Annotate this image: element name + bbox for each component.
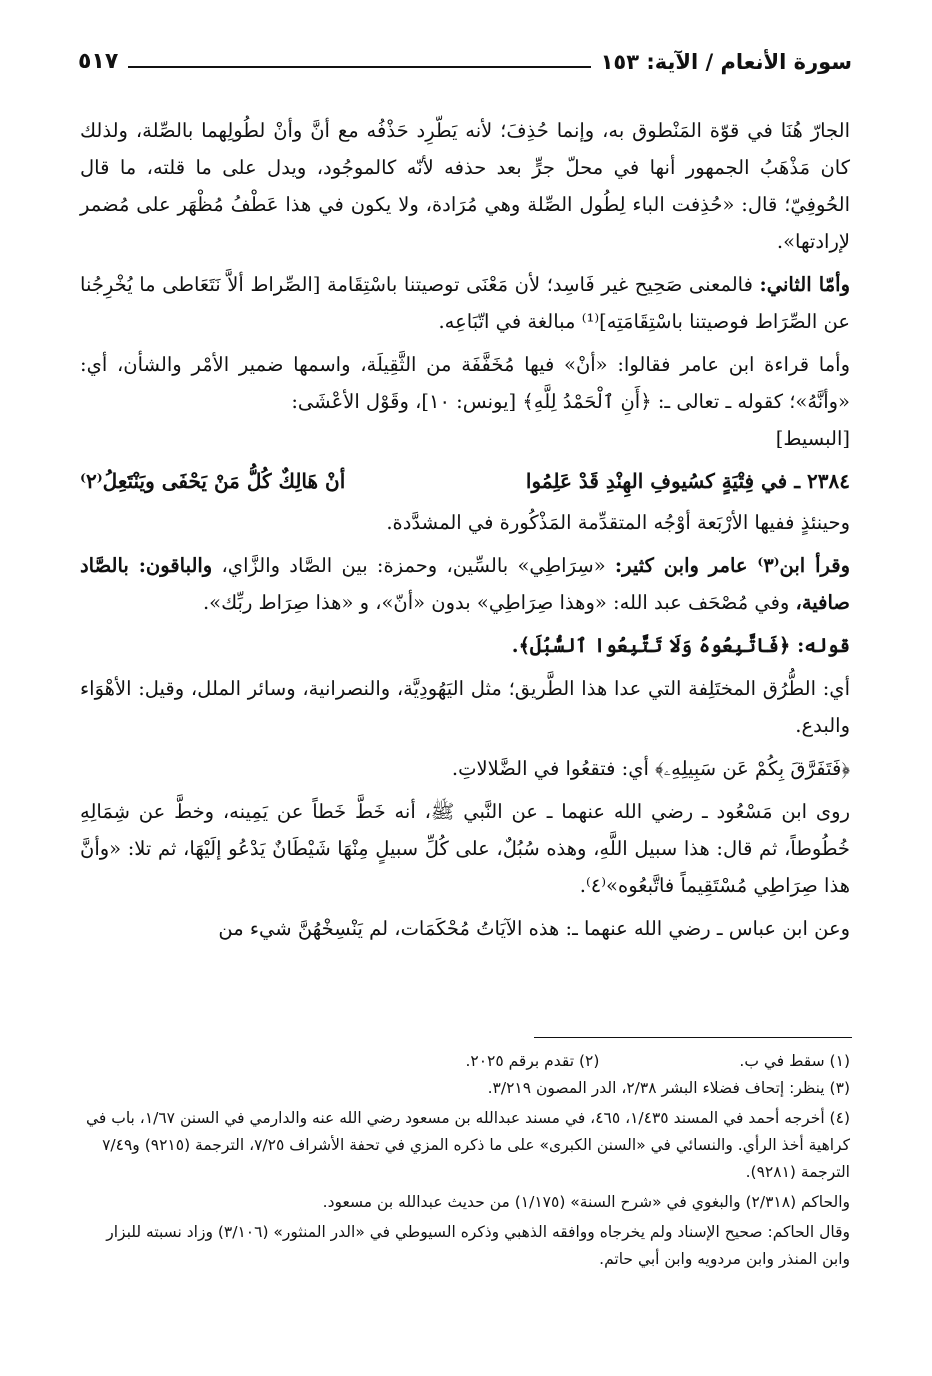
- footnote-4-continued-2: وقال الحاكم: صحيح الإسناد ولم يخرجاه ووافقه الذهبي وذكره السيوطي في «الدر المنثور» (٣/١٠٦) وزاد نسبته للبزار وابن المنذر وابن مردويه وابن أبي حاتم.: [106, 1223, 850, 1268]
- paragraph-5: [80, 547, 850, 621]
- footnote-separator: [534, 1037, 852, 1038]
- footnote-2: (٢) تقدم برقم ٢٠٢٥.: [465, 1052, 600, 1070]
- paragraph-8: ﴿فَتَفَرَّقَ بِكُمْ عَن سَبِيلِهِۦ﴾ أي: فتقعُوا في الضَّلالاتِ.: [451, 757, 850, 780]
- paragraph-5-lead: وقرأ ابن⁽٣⁾ عامر وابن كثير:: [614, 554, 850, 577]
- footnote-row-1: [82, 1048, 850, 1075]
- paragraph-4: وحينئذٍ ففيها الأرْبَعة أوْجُه المتقدِّمة المَذْكُورة في المشدَّدة.: [386, 511, 850, 534]
- paragraph-7: أي: الطُّرُق المختَلِفة التي عدا هذا الطَّريق؛ مثل اليَهُودِيَّة، والنصرانية، وسائر الملل، وقيل: الأهْوَاء والبدع.: [80, 677, 850, 737]
- poetry-verse: [80, 463, 850, 500]
- footnote-1: (١) سقط في ب.: [739, 1052, 850, 1070]
- paragraph-3: [80, 346, 850, 457]
- paragraph-2: [80, 266, 850, 340]
- paragraph-5-text: «سِرَاطِي» بالسِّين، وحمزة: بين الصَّاد والزَّاي،: [221, 554, 606, 577]
- page-number: ٥١٧: [78, 49, 119, 74]
- footnote-3: (٣) ينظر: إتحاف فضلاء البشر ٢/٣٨، الدر المصون ٣/٢١٩.: [487, 1079, 850, 1097]
- running-title: سورة الأنعام / الآية: ١٥٣: [600, 50, 852, 74]
- paragraph-9: روى ابن مَسْعُود ـ رضي الله عنهما ـ عن النَّبي ﷺ، أنه خَطَّ خَطاً عن يَمِينه، وخطَّ عن شِمَالِهِ خُطُوطاً، ثم قال: هذا سبيل اللَّهِ، وهذه سُبُلٌ، على كُلِّ سبيلٍ مِنْهَا شَيْطَانٌ يَدْعُو إلَيْهَا، ثم تلا: «وأنَّ هذا صِرَاطِي مُسْتَقِيماً فاتَّبعُوه»⁽٤⁾.: [80, 800, 850, 897]
- paragraph-2-text: فالمعنى صَحِيح غير فَاسِد؛ لأن مَعْنَى توصيتنا باسْتِقَامة [الصِّراط ألاَّ نَتَعَاطى ما يُخْرِجُنا عن الصِّرَاط فوصيتنا باسْتِقَامَتِه]⁽¹⁾ مبالغة في اتّبَاعِه.: [80, 273, 850, 333]
- paragraph-2-lead: وأمّا الثاني:: [759, 273, 851, 296]
- paragraph-10: وعن ابن عباس ـ رضي الله عنهما ـ: هذه الآيَاتُ مُحْكَمَات، لم يَنْسِخْهُنَّ شيء من: [218, 917, 850, 940]
- paragraph-5-text-2: وفي مُصْحَف عبد الله: «وهذا صِرَاطِي» بدون «أنّ»، و «هذا صِرَاط ربِّك».: [202, 591, 790, 614]
- footnotes: [82, 1048, 850, 1276]
- meter-label: [البسيط]: [775, 427, 850, 450]
- paragraph-1: الجارّ هُنَا في قوّة المَنْطوق به، وإنما حُذِفَ؛ لأنه يَطّرِد حَذْفُه مع أنَّ وأنْ لطُولِهما بالصِّلة، ولذلك كان مَذْهَبُ الجمهور أنها في محلّ جرٍّ بعد حذفه لأنّه كالموجُود، ويدل على ما قلته، ما قال الحُوفِيّ؛ قال: «حُذِفت الباء لِطُول الصِّلة وهي مُرَادة، ولا يكون في هذا عَطْفُ مُظْهَر على مُضمر لإرادتها».: [80, 119, 850, 253]
- paragraph-5-lead-2: والباقون: بالصَّاد صافية،: [80, 554, 850, 614]
- footnote-4: (٤) أخرجه أحمد في المسند ١/٤٣٥، ٤٦٥، في مسند عبدالله بن مسعود رضي الله عنه والدارمي في السنن ١/٦٧، باب في كراهية أخذ الرأي. والنسائي في «السنن الكبرى» على ما ذكره المزي في تحفة الأشراف ٧/٢٥، الترجمة (٩٢١٥) و٧/٤٩ الترجمة (٩٢٨١).: [85, 1109, 850, 1181]
- paragraph-6: قوله: ﴿فَاتَّبِعُوهُ وَلَا تَتَّبِعُوا ٱلسُّبُلَ﴾.: [511, 634, 850, 657]
- main-text: [80, 112, 850, 953]
- page-header: [78, 40, 852, 74]
- footnote-4-continued: والحاكم (٢/٣١٨) والبغوي في «شرح السنة» (١/١٧٥) من حديث عبدالله بن مسعود.: [322, 1193, 850, 1211]
- verse-second-hemistich: أنْ هَالِكٌ كُلُّ مَنْ يَحْفَى ويَنْتَعِلُ⁽٢⁾: [80, 469, 346, 493]
- verse-first-hemistich: ٢٣٨٤ ـ في فِتْيَةٍ كسُيوفِ الهِنْدِ قَدْ عَلِمُوا: [525, 469, 850, 493]
- paragraph-3-text: وأما قراءة ابن عامر فقالوا: «أنْ» فيها مُخَفَّفَة من الثَّقِيلَة، واسمها ضمير الأمْر والشأن، أي: «وأنَّهُ»؛ كقوله ـ تعالى ـ: ﴿أَنِ ٱلْحَمْدُ لِلَّهِ﴾ [يونس: ١٠]، وقَوْل الأعْشَى:: [80, 353, 850, 413]
- header-rule: [128, 66, 590, 68]
